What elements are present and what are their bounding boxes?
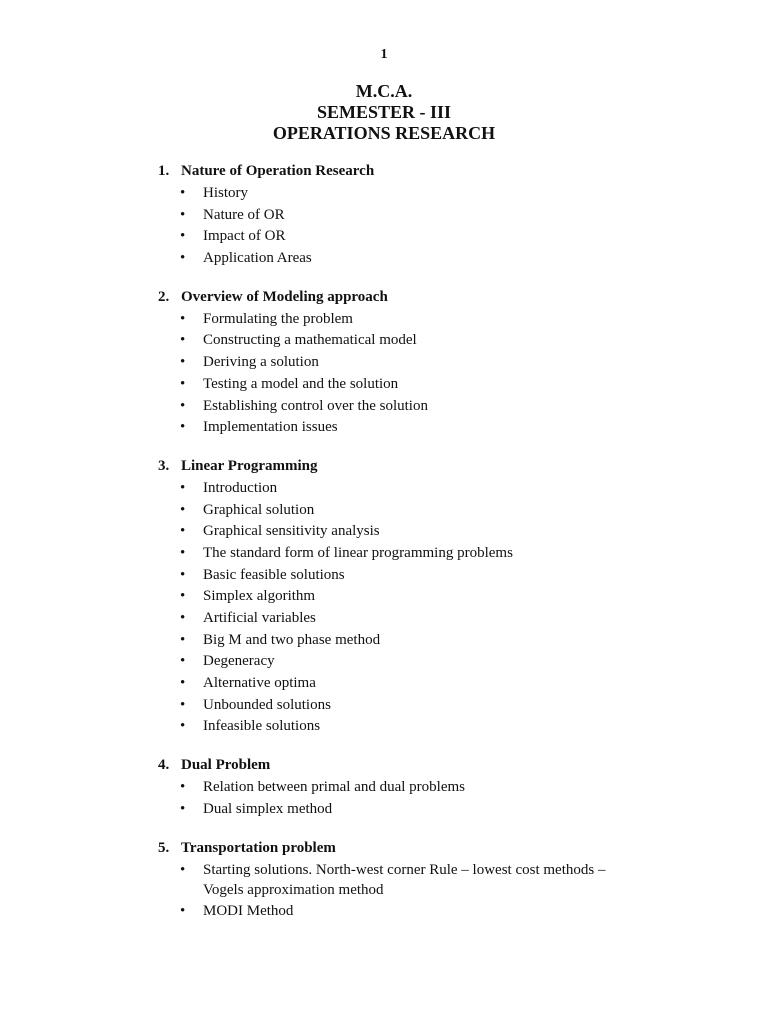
list-item xyxy=(0,542,768,564)
section-heading xyxy=(0,286,768,308)
topic-text: Alternative optima xyxy=(203,675,316,692)
topic-text: History xyxy=(203,185,248,201)
topic-text: Unbounded solutions xyxy=(203,696,331,713)
list-item xyxy=(0,629,768,651)
bullet-icon: • xyxy=(180,228,186,245)
topic-text: Nature of OR xyxy=(203,206,285,223)
topic-text: Formulating the problem xyxy=(203,310,353,327)
list-item xyxy=(0,416,768,438)
bullet-icon: • xyxy=(180,375,186,392)
bullet-icon: • xyxy=(180,397,186,414)
topic-text: Deriving a solution xyxy=(203,354,319,371)
topic-text: Graphical solution xyxy=(203,501,315,518)
topic-list xyxy=(0,308,768,438)
list-item xyxy=(0,395,768,417)
topic-text: Basic feasible solutions xyxy=(203,566,345,583)
topic-text: Application Areas xyxy=(203,250,312,267)
section-number: 3. xyxy=(158,457,170,474)
topic-text: MODI Method xyxy=(203,903,294,920)
section-heading xyxy=(0,754,768,776)
bullet-icon: • xyxy=(180,588,186,605)
list-item xyxy=(0,715,768,737)
section-title: Nature of Operation Research xyxy=(181,163,375,179)
topic-text: Impact of OR xyxy=(203,228,286,245)
bullet-icon: • xyxy=(180,610,186,626)
topic-list xyxy=(0,182,768,269)
topic-list xyxy=(0,776,768,819)
bullet-icon: • xyxy=(180,653,186,670)
bullet-icon: • xyxy=(180,566,186,583)
bullet-icon: • xyxy=(180,800,186,817)
section-title: Transportation problem xyxy=(181,839,336,856)
bullet-icon: • xyxy=(180,544,186,561)
bullet-icon: • xyxy=(180,310,186,327)
bullet-icon: • xyxy=(180,206,186,223)
list-item xyxy=(0,499,768,521)
section-transportation-problem xyxy=(0,837,768,922)
bullet-icon: • xyxy=(180,861,186,878)
list-item xyxy=(0,247,768,269)
topic-text: Introduction xyxy=(203,479,278,496)
topic-text: Infeasible solutions xyxy=(203,718,321,735)
bullet-icon: • xyxy=(180,479,186,496)
section-heading xyxy=(0,455,768,477)
title-semester: SEMESTER - III xyxy=(316,102,452,122)
bullet-icon: • xyxy=(180,903,186,920)
bullet-icon: • xyxy=(180,779,186,796)
list-item xyxy=(0,351,768,373)
list-item xyxy=(0,308,768,330)
list-item xyxy=(0,520,768,542)
section-heading xyxy=(0,837,768,859)
page-number: 1 xyxy=(380,47,388,62)
list-item xyxy=(0,798,768,820)
list-item xyxy=(0,564,768,586)
bullet-icon: • xyxy=(180,354,186,371)
title-subject: OPERATIONS RESEARCH xyxy=(272,123,496,143)
topic-text: Testing a model and the solution xyxy=(203,375,399,392)
section-number: 4. xyxy=(158,757,170,774)
list-item xyxy=(0,859,768,901)
topic-text: Degeneracy xyxy=(203,653,275,670)
topic-text: The standard form of linear programming problems xyxy=(203,544,513,561)
section-number: 2. xyxy=(158,288,170,305)
list-item xyxy=(0,373,768,395)
bullet-icon: • xyxy=(180,419,186,436)
syllabus-list xyxy=(0,160,768,939)
section-linear-programming xyxy=(0,455,768,737)
bullet-icon: • xyxy=(180,250,186,267)
section-modeling-approach xyxy=(0,286,768,438)
bullet-icon: • xyxy=(180,718,186,735)
section-number: 5. xyxy=(158,839,170,856)
topic-text: Big M and two phase method xyxy=(203,631,381,648)
topic-text: Dual simplex method xyxy=(203,800,333,817)
list-item xyxy=(0,672,768,694)
bullet-icon: • xyxy=(180,332,186,349)
list-item xyxy=(0,650,768,672)
list-item xyxy=(0,607,768,629)
topic-text: Graphical sensitivity analysis xyxy=(203,523,380,540)
list-item xyxy=(0,329,768,351)
bullet-icon: • xyxy=(180,523,186,540)
list-item xyxy=(0,477,768,499)
topic-text: Relation between primal and dual problems xyxy=(203,779,466,796)
list-item xyxy=(0,694,768,716)
section-dual-problem xyxy=(0,754,768,819)
section-title: Overview of Modeling approach xyxy=(181,288,388,305)
list-item xyxy=(0,182,768,204)
section-title: Dual Problem xyxy=(181,757,271,774)
list-item xyxy=(0,900,768,922)
bullet-icon: • xyxy=(180,696,186,713)
bullet-icon: • xyxy=(180,501,186,518)
section-nature-of-or xyxy=(0,160,768,269)
list-item xyxy=(0,204,768,226)
document-title xyxy=(0,81,768,144)
topic-text: Simplex algorithm xyxy=(203,588,316,605)
bullet-icon: • xyxy=(180,675,186,692)
list-item xyxy=(0,225,768,247)
bullet-icon: • xyxy=(180,631,186,648)
list-item xyxy=(0,585,768,607)
section-title: Linear Programming xyxy=(181,457,318,474)
list-item xyxy=(0,776,768,798)
bullet-icon: • xyxy=(180,185,186,201)
topic-text: Starting solutions. North-west corner Rule – lowest cost methods – Vogels approximation method xyxy=(203,861,606,898)
topic-list xyxy=(0,859,768,922)
topic-list xyxy=(0,477,768,737)
section-number: 1. xyxy=(158,163,170,179)
title-course: M.C.A. xyxy=(355,81,413,101)
topic-text: Establishing control over the solution xyxy=(203,397,428,414)
topic-text: Implementation issues xyxy=(203,419,338,436)
topic-text: Constructing a mathematical model xyxy=(203,332,417,349)
section-heading xyxy=(0,160,768,182)
topic-text: Artificial variables xyxy=(203,610,316,626)
